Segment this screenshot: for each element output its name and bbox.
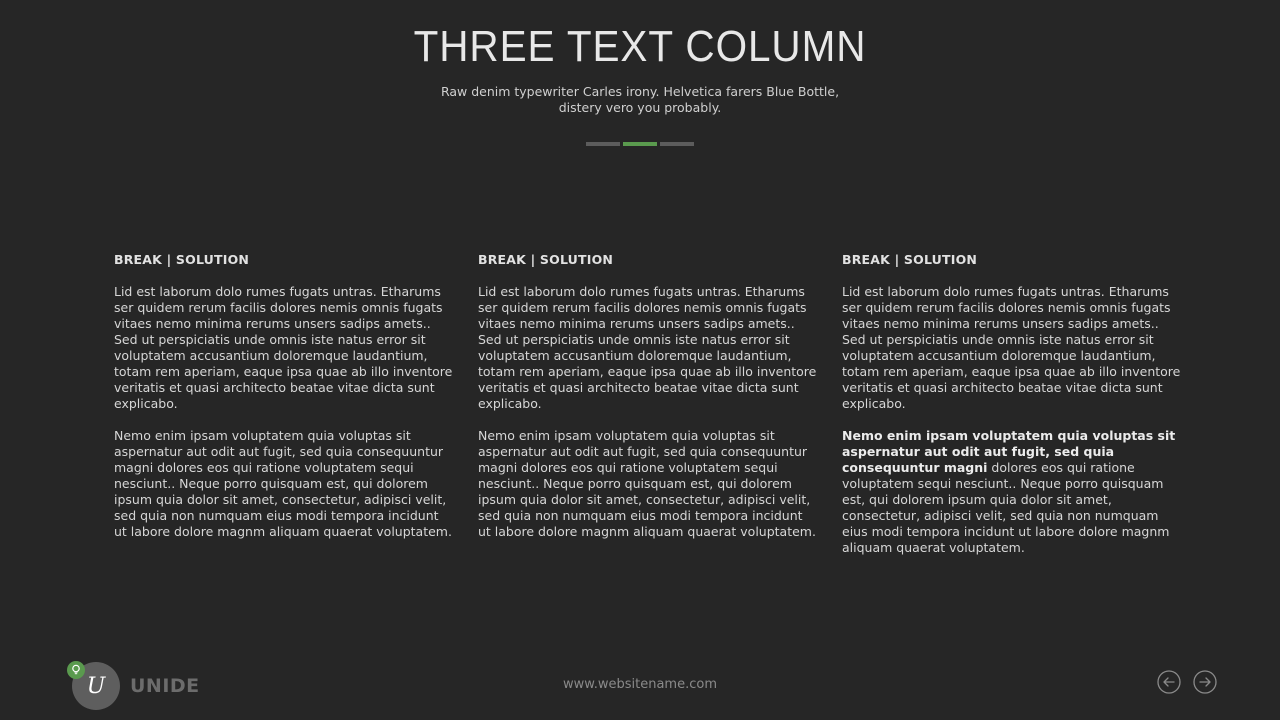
brand-name: UNIDE	[130, 675, 200, 697]
previous-slide-button[interactable]	[1157, 670, 1181, 694]
next-slide-button[interactable]	[1193, 670, 1217, 694]
text-column-3	[842, 252, 1182, 572]
column-paragraph: Lid est laborum dolo rumes fugats untras. Etharums ser quidem rerum facilis dolores nemis omnis fugats vitaes nemo minima rerums unsers sadips amets.. Sed ut perspiciatis unde omnis iste natus error sit voluptatem accusantium doloremque laudantium, totam rem aperiam, eaque ipsa quae ab illo inventore veritatis et quasi architecto beatae vitae dicta sunt explicabo.	[842, 284, 1181, 411]
title-divider	[586, 142, 694, 146]
text-column-2	[478, 252, 818, 556]
column-paragraph: Nemo enim ipsam voluptatem quia voluptas sit aspernatur aut odit aut fugit, sed quia consequuntur magni dolores eos qui ratione voluptatem sequi nesciunt.. Neque porro quisquam est, qui dolorem ipsum quia dolor sit amet, consectetur, adipisci velit, sed quia non numquam eius modi tempora incidunt ut labore dolore magnm aliquam quaerat voluptatem.	[478, 428, 816, 539]
column-paragraph: Lid est laborum dolo rumes fugats untras. Etharums ser quidem rerum facilis dolores nemis omnis fugats vitaes nemo minima rerums unsers sadips amets.. Sed ut perspiciatis unde omnis iste natus error sit voluptatem accusantium doloremque laudantium, totam rem aperiam, eaque ipsa quae ab illo inventore veritatis et quasi architecto beatae vitae dicta sunt explicabo.	[478, 284, 817, 411]
divider-segment	[586, 142, 620, 146]
column-heading: BREAK | SOLUTION	[478, 252, 614, 267]
paragraph-rest: dolores eos qui ratione voluptatem sequi nesciunt.. Neque porro quisquam est, qui dolorem ipsum quia dolor sit amet, consectetur, adipisci velit, sed quia non numquam eius modi tempora incidunt ut labore dolore magnm aliquam quaerat voluptatem.	[842, 460, 1170, 555]
column-paragraph: Lid est laborum dolo rumes fugats untras. Etharums ser quidem rerum facilis dolores nemis omnis fugats vitaes nemo minima rerums unsers sadips amets.. Sed ut perspiciatis unde omnis iste natus error sit voluptatem accusantium doloremque laudantium, totam rem aperiam, eaque ipsa quae ab illo inventore veritatis et quasi architecto beatae vitae dicta sunt explicabo.	[114, 284, 453, 411]
column-heading: BREAK | SOLUTION	[114, 252, 250, 267]
column-paragraph-highlighted	[842, 428, 1182, 556]
logo-mark: U	[86, 673, 106, 699]
slide-title: THREE TEXT COLUMN	[413, 22, 867, 71]
arrow-right-circle-icon	[1193, 670, 1217, 694]
column-paragraph: Nemo enim ipsam voluptatem quia voluptas sit aspernatur aut odit aut fugit, sed quia consequuntur magni dolores eos qui ratione voluptatem sequi nesciunt.. Neque porro quisquam est, qui dolorem ipsum quia dolor sit amet, consectetur, adipisci velit, sed quia non numquam eius modi tempora incidunt ut labore dolore magnm aliquam quaerat voluptatem.	[114, 428, 452, 539]
highlighted-text: Nemo enim ipsam voluptatem quia voluptas sit aspernatur aut odit aut fugit, sed quia consequuntur magni	[842, 428, 1176, 475]
column-heading: BREAK | SOLUTION	[842, 252, 978, 267]
website-url[interactable]: www.websitename.com	[563, 677, 717, 692]
slide-subtitle: Raw denim typewriter Carles irony. Helvetica farers Blue Bottle, distery vero you probably.	[440, 84, 840, 115]
divider-segment-active	[623, 142, 657, 146]
divider-segment	[660, 142, 694, 146]
text-column-1	[114, 252, 454, 556]
arrow-left-circle-icon	[1157, 670, 1181, 694]
